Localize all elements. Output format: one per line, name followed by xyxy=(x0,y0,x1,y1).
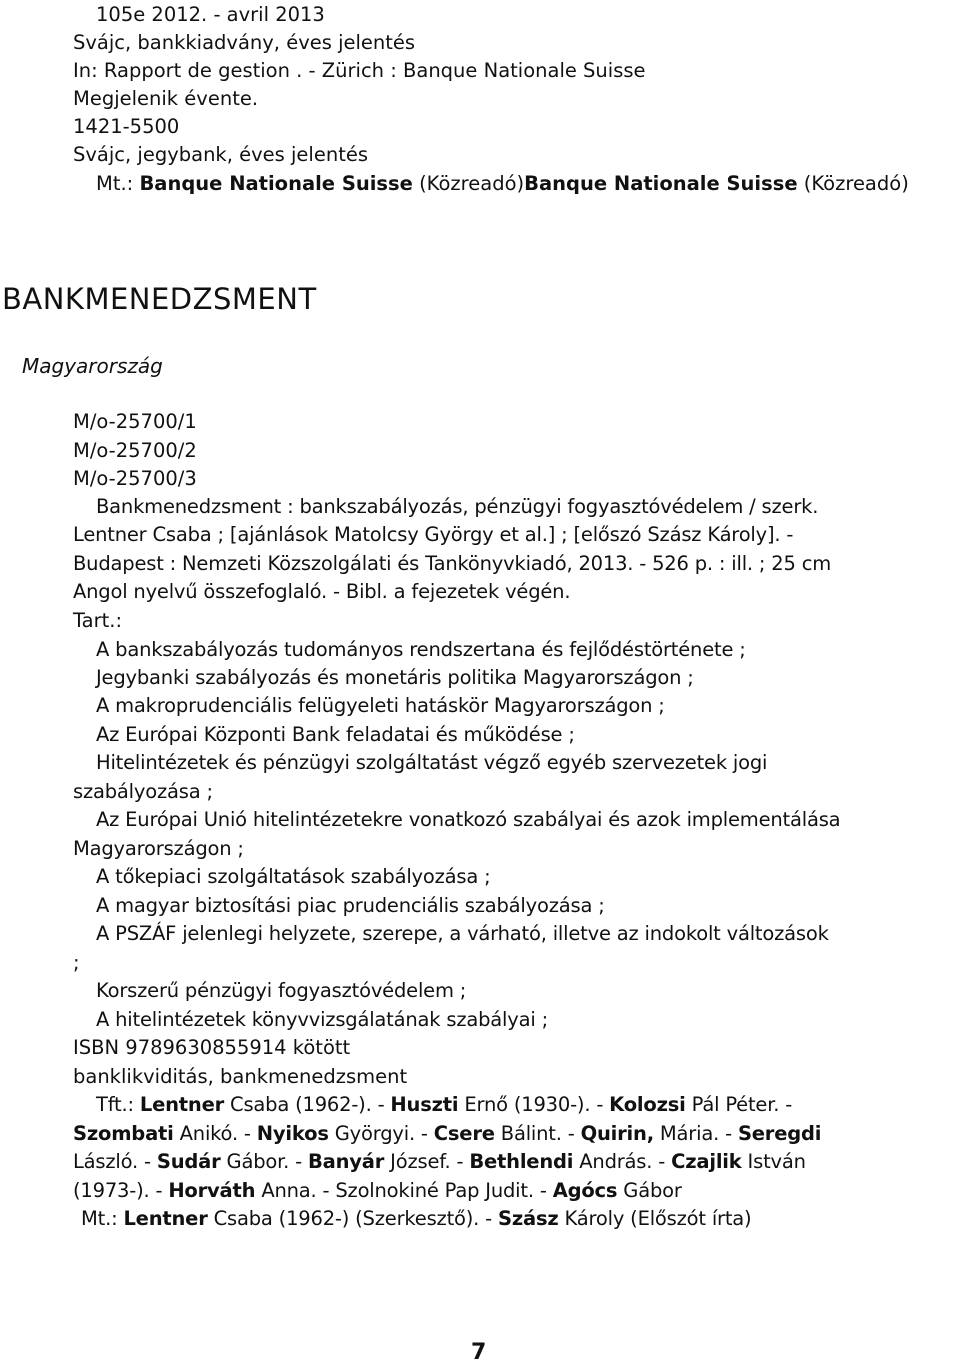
issn-line: 1421-5500 xyxy=(73,115,180,138)
text-run: István xyxy=(741,1150,806,1173)
text-run: Gábor xyxy=(617,1179,682,1202)
contents-item: Jegybanki szabályozás és monetáris politika Magyarországon ; xyxy=(96,666,694,689)
text-run: Csaba (1962-). - xyxy=(224,1093,391,1116)
main-contributor-line xyxy=(81,1206,751,1232)
section-title: BANKMENEDZSMENT xyxy=(2,282,317,316)
contents-item: Hitelintézetek és pénzügyi szolgáltatást végző egyéb szervezetek jogi xyxy=(96,751,768,774)
text-run: Gábor. - xyxy=(220,1150,308,1173)
contributors-line xyxy=(73,1149,806,1175)
contents-item: A hitelintézetek könyvvizsgálatának szabályai ; xyxy=(96,1008,548,1031)
text-run: Mária. - xyxy=(653,1122,738,1145)
subject-line: Svájc, bankkiadvány, éves jelentés xyxy=(73,31,416,54)
description-line: Angol nyelvű összefoglaló. - Bibl. a fejezetek végén. xyxy=(73,580,571,603)
text-run: Ernő (1930-). - xyxy=(458,1093,610,1116)
text-run: András. - xyxy=(573,1150,672,1173)
isbn-line: ISBN 9789630855914 kötött xyxy=(73,1036,351,1059)
subsection-title: Magyarország xyxy=(22,354,163,378)
text-run: László. - xyxy=(73,1150,157,1173)
subject-line-2: Svájc, jegybank, éves jelentés xyxy=(73,143,368,166)
contributor-line xyxy=(96,171,909,197)
shelf-id: M/o-25700/3 xyxy=(73,467,197,490)
contributor-name: Banque Nationale Suisse xyxy=(139,172,413,195)
person-surname: Bethlendi xyxy=(469,1150,574,1173)
person-surname: Banyár xyxy=(307,1150,385,1173)
text-run: Pál Péter. - xyxy=(685,1093,793,1116)
contents-label: Tart.: xyxy=(73,609,123,632)
person-surname: Szász xyxy=(498,1207,559,1230)
person-surname: Nyikos xyxy=(256,1122,329,1145)
contributor-name: Banque Nationale Suisse xyxy=(524,172,798,195)
person-surname: Szombati xyxy=(73,1122,174,1145)
contents-item-continuation: Magyarországon ; xyxy=(73,837,244,860)
contributors-line xyxy=(73,1121,821,1147)
text-run: Bálint. - xyxy=(494,1122,581,1145)
text-run: Anna. - Szolnokiné Pap Judit. - xyxy=(255,1179,553,1202)
record-number-line: 105e 2012. - avril 2013 xyxy=(96,3,325,26)
text-run: József. - xyxy=(384,1150,470,1173)
description-line: Lentner Csaba ; [ajánlások Matolcsy György et al.] ; [előszó Szász Károly]. - xyxy=(73,523,794,546)
contributors-line xyxy=(73,1178,682,1204)
person-surname: Seregdi xyxy=(737,1122,822,1145)
contents-item: A PSZÁF jelenlegi helyzete, szerepe, a várható, illetve az indokolt változások xyxy=(96,922,829,945)
person-surname: Huszti xyxy=(390,1093,459,1116)
text-run: Anikó. - xyxy=(173,1122,257,1145)
text-run: Györgyi. - xyxy=(328,1122,434,1145)
contents-item: A makroprudenciális felügyeleti hatáskör Magyarországon ; xyxy=(96,694,665,717)
person-surname: Lentner xyxy=(139,1093,225,1116)
source-line: In: Rapport de gestion . - Zürich : Banque Nationale Suisse xyxy=(73,59,646,82)
text-run: Tft.: xyxy=(96,1093,140,1116)
subjects-line: banklikviditás, bankmenedzsment xyxy=(73,1065,408,1088)
frequency-line: Megjelenik évente. xyxy=(73,87,259,110)
contents-item: A magyar biztosítási piac prudenciális szabályozása ; xyxy=(96,894,605,917)
contents-item: Az Európai Központi Bank feladatai és működése ; xyxy=(96,723,575,746)
book-title: Bankmenedzsment : bankszabályozás, pénzügyi fogyasztóvédelem / szerk. xyxy=(96,495,819,518)
text-run: (1973-). - xyxy=(73,1179,169,1202)
contributors-line xyxy=(96,1092,792,1118)
text-run: Károly (Előszót írta) xyxy=(558,1207,752,1230)
person-surname: Lentner xyxy=(123,1207,208,1230)
person-surname: Kolozsi xyxy=(609,1093,686,1116)
person-surname: Sudár xyxy=(156,1150,221,1173)
person-surname: Quirin, xyxy=(580,1122,654,1145)
contents-item: A bankszabályozás tudományos rendszertana és fejlődéstörténete ; xyxy=(96,638,746,661)
contents-item-continuation: szabályozása ; xyxy=(73,780,213,803)
mt-label: Mt.: xyxy=(96,172,140,195)
text-run: Csaba (1962-) (Szerkesztő). - xyxy=(207,1207,498,1230)
contents-item-continuation: ; xyxy=(73,951,80,974)
contents-item: Korszerű pénzügyi fogyasztóvédelem ; xyxy=(96,979,467,1002)
person-surname: Csere xyxy=(433,1122,495,1145)
description-line: Budapest : Nemzeti Közszolgálati és Tankönyvkiadó, 2013. - 526 p. : ill. ; 25 cm xyxy=(73,552,832,575)
shelf-id: M/o-25700/1 xyxy=(73,410,197,433)
person-surname: Agócs xyxy=(552,1179,618,1202)
contributor-role: (Közreadó) xyxy=(797,172,909,195)
text-run: Mt.: xyxy=(81,1207,124,1230)
person-surname: Czajlik xyxy=(671,1150,742,1173)
contributor-role: (Közreadó) xyxy=(412,172,525,195)
shelf-id: M/o-25700/2 xyxy=(73,439,197,462)
contents-item: A tőkepiaci szolgáltatások szabályozása ; xyxy=(96,865,491,888)
page-number: 7 xyxy=(471,1340,487,1365)
contents-item: Az Európai Unió hitelintézetekre vonatkozó szabályai és azok implementálása xyxy=(96,808,841,831)
person-surname: Horváth xyxy=(168,1179,256,1202)
